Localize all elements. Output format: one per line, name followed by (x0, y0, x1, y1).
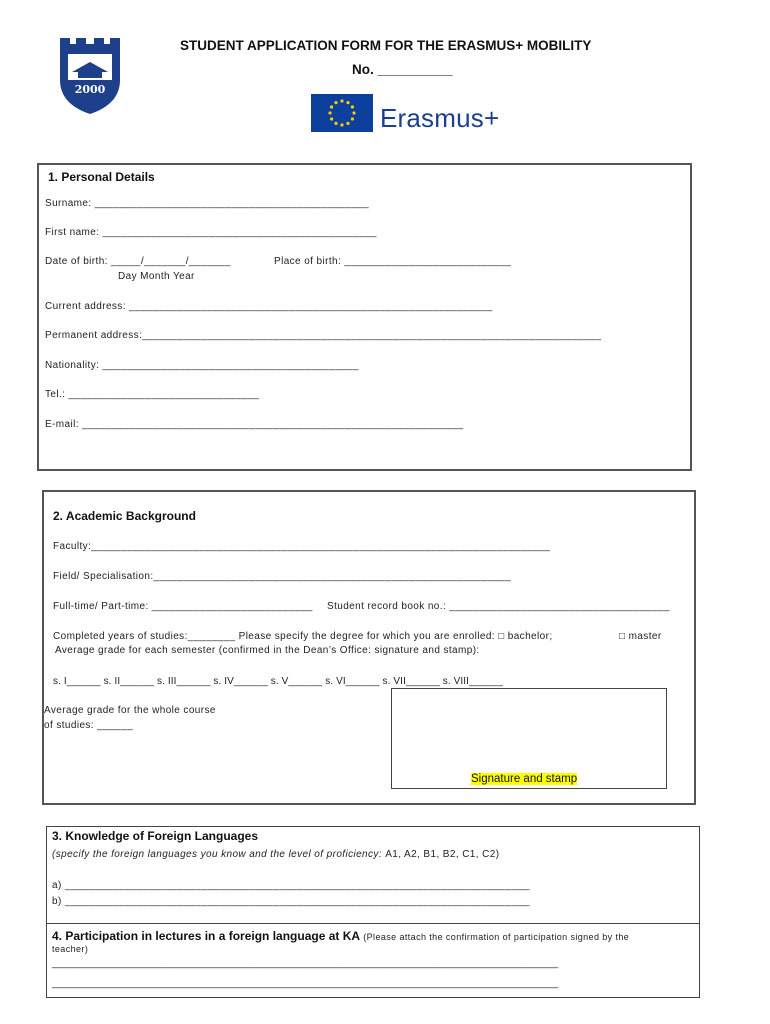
foreign-lectures-line-1[interactable]: ___________________________________________________________________________________________ (52, 958, 559, 969)
avg-course-label: Average grade for the whole course (44, 705, 216, 716)
foreign-languages-note-italic: (specify the foreign languages you know and the level of proficiency: (52, 849, 386, 860)
faculty-field[interactable]: Faculty:_____________________________________________________________________________ (53, 541, 551, 552)
foreign-lectures-note: (Please attach the confirmation of participation signed by the (363, 932, 630, 942)
foreign-languages-heading: 3. Knowledge of Foreign Languages (52, 829, 259, 843)
academic-background-heading: 2. Academic Background (53, 509, 196, 523)
university-logo (54, 30, 126, 116)
foreign-lectures-line-2[interactable]: ___________________________________________________________________________________________ (52, 978, 559, 989)
form-title: STUDENT APPLICATION FORM FOR THE ERASMUS+ MOBILITY (180, 38, 592, 53)
permanent-address-field[interactable]: Permanent address:_____________________________________________________________________________ (45, 330, 602, 341)
form-number: No. __________ (352, 62, 453, 77)
date-of-birth-field[interactable]: Date of birth: _____/_______/_______ (45, 256, 231, 267)
foreign-lectures-header (52, 929, 629, 943)
first-name-field[interactable]: First name: ______________________________________________ (45, 227, 377, 238)
foreign-lectures-note-cont: teacher) (52, 944, 89, 954)
tel-field[interactable]: Tel.: ________________________________ (45, 389, 260, 400)
place-of-birth-field[interactable]: Place of birth: ____________________________ (274, 256, 512, 267)
nationality-field[interactable]: Nationality: ___________________________________________ (45, 360, 359, 371)
master-checkbox[interactable]: □ master (619, 631, 662, 642)
foreign-languages-note (52, 849, 499, 860)
specialisation-field[interactable]: Field/ Specialisation:____________________________________________________________ (53, 571, 512, 582)
erasmus-brand: Erasmus+ (380, 103, 500, 133)
record-book-field[interactable]: Student record book no.: _____________________________________ (327, 601, 670, 612)
surname-field[interactable]: Surname: ______________________________________________ (45, 198, 369, 209)
avg-course-field[interactable]: of studies: ______ (44, 720, 133, 731)
foreign-languages-levels: A1, A2, B1, B2, C1, C2) (385, 849, 500, 860)
current-address-field[interactable]: Current address: _____________________________________________________________ (45, 301, 493, 312)
logo-year: 2000 (74, 83, 106, 96)
semester-grades-field[interactable]: s. I______ s. II______ s. III______ s. IV______ s. V______ s. VI______ s. VII______ s. VIII______ (53, 676, 504, 687)
eu-flag-icon (311, 94, 373, 132)
signature-stamp-label: Signature and stamp (471, 773, 578, 785)
language-line-a[interactable]: a) ______________________________________________________________________________ (52, 880, 530, 891)
completed-years-field[interactable]: Completed years of studies:________ Please specify the degree for which you are enrolled: □ bachelor; (53, 631, 553, 642)
personal-details-heading: 1. Personal Details (48, 170, 155, 184)
fulltime-parttime-field[interactable]: Full-time/ Part-time: ___________________________ (53, 601, 313, 612)
avg-semester-label: Average grade for each semester (confirmed in the Dean’s Office: signature and stamp): (55, 645, 480, 656)
date-of-birth-hint: Day Month Year (118, 271, 195, 282)
language-line-b[interactable]: b) ______________________________________________________________________________ (52, 896, 530, 907)
foreign-lectures-heading: 4. Participation in lectures in a foreign language at KA (52, 929, 361, 943)
email-field[interactable]: E-mail: ________________________________________________________________ (45, 419, 464, 430)
